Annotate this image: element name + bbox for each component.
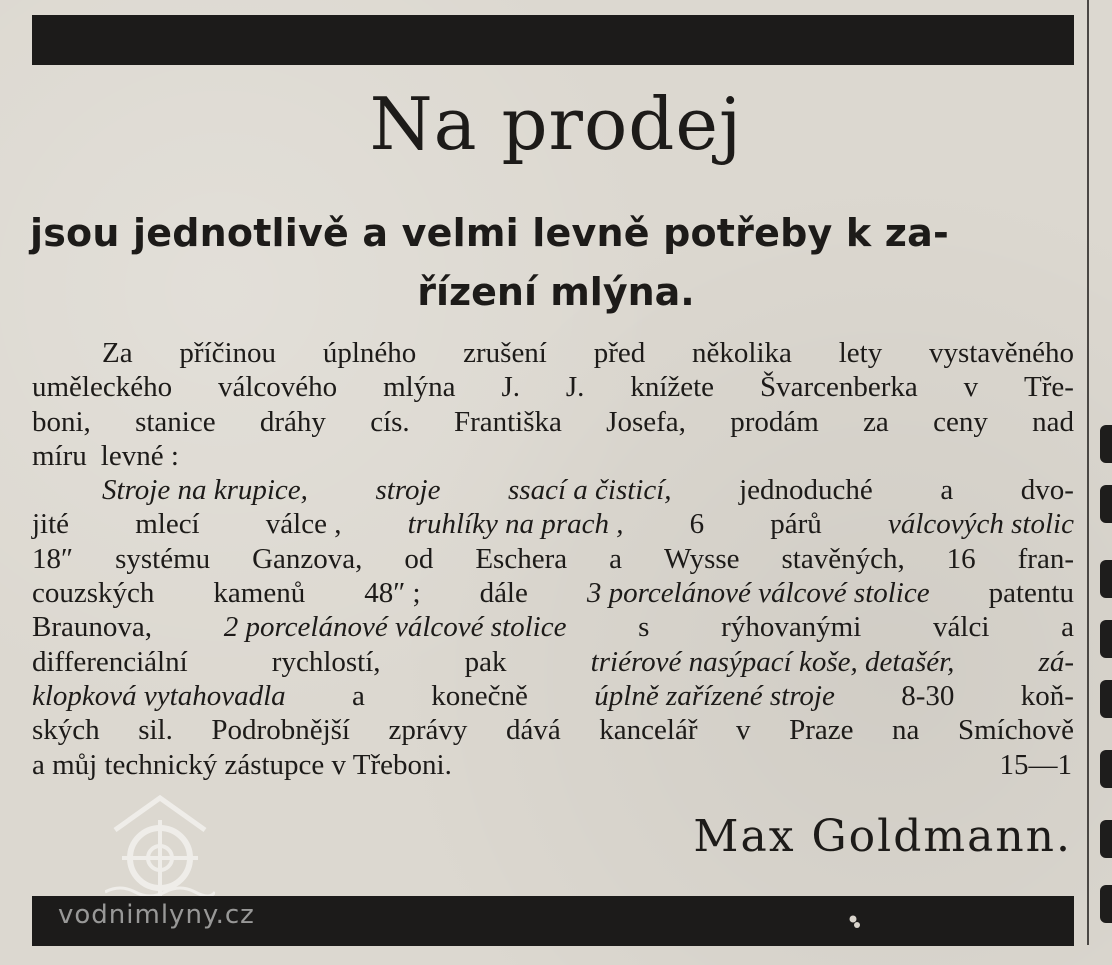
advertiser-signature: Max Goldmann. [693, 811, 1072, 862]
mill-wheel-watermark-icon [105, 790, 215, 900]
body-line: couzských kamenů 48″ ; dále 3 porcelánové válcové stolice patentu [32, 577, 1074, 610]
watermark-text: vodnimlyny.cz [58, 900, 255, 930]
print-speck [848, 913, 862, 931]
body-line: uměleckého válcového mlýna J. J. knížete Švarcenberka v Tře- [32, 371, 1074, 404]
ad-subheading-line-2: řízení mlýna. [417, 270, 695, 314]
ad-body-text [32, 336, 1074, 782]
adjacent-mark [1100, 620, 1112, 658]
adjacent-mark [1100, 680, 1112, 718]
adjacent-mark [1100, 560, 1112, 598]
body-line: a můj technický zástupce v Třeboni. 15—1 [32, 748, 1072, 781]
body-line: boni, stanice dráhy cís. Františka Josefa, prodám za ceny nad [32, 405, 1074, 438]
ad-headline: Na prodej [369, 82, 743, 166]
body-line: Za příčinou úplného zrušení před několika lety vystavěného [102, 337, 1074, 369]
body-line: míru levné : [32, 439, 179, 472]
adjacent-mark [1100, 485, 1112, 523]
body-line: differenciální rychlostí, pak triérové nasýpací koše, detašér, zá- [32, 645, 1074, 678]
body-line: klopková vytahovadla a konečně úplně zařízené stroje 8-30 koň- [32, 679, 1074, 712]
adjacent-mark [1100, 820, 1112, 858]
body-line: 18″ systému Ganzova, od Eschera a Wysse stavěných, 16 fran- [32, 542, 1074, 575]
body-line: Braunova, 2 porcelánové válcové stolice s rýhovanými válci a [32, 611, 1074, 644]
body-line: jité mlecí válce , truhlíky na prach , 6 párů válcových stolic [32, 508, 1074, 541]
top-border-bar [32, 15, 1074, 65]
body-line: ských sil. Podrobnější zprávy dává kancelář v Praze na Smíchově [32, 714, 1074, 747]
adjacent-mark [1100, 750, 1112, 788]
ad-reference-number: 15—1 [999, 748, 1072, 781]
adjacent-column-edge [1100, 380, 1112, 940]
body-line: Stroje na krupice, stroje ssací a čisticí, jednoduché a dvo- [102, 474, 1074, 507]
ad-subheading-line-1: jsou jednotlivě a velmi levně potřeby k za- [30, 211, 949, 255]
adjacent-mark [1100, 885, 1112, 923]
adjacent-mark [1100, 425, 1112, 463]
